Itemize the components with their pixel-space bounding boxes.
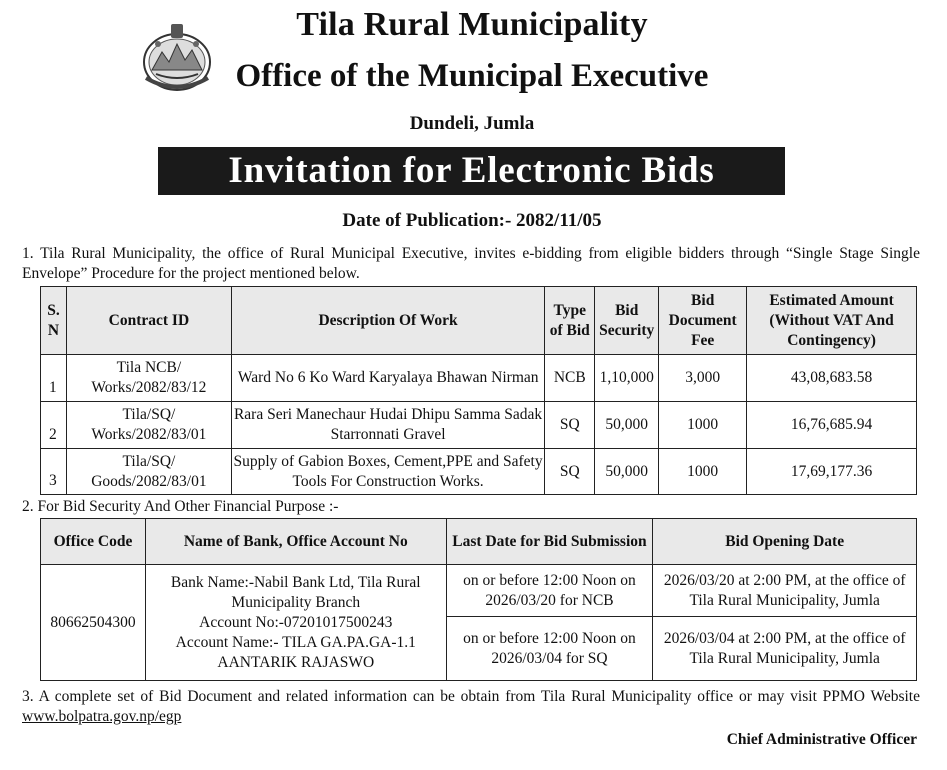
intro-text: Tila Rural Municipality, the office of Rural Municipal Executive, invites e-bidding from eligible bidders through “Single Stage Single Envelope” Procedure for the project mentioned below. bbox=[22, 245, 920, 282]
bank-details-cell bbox=[145, 565, 446, 681]
row-fee: 1000 bbox=[659, 402, 747, 449]
closing-paragraph bbox=[22, 687, 920, 727]
row-amount: 43,08,683.58 bbox=[747, 355, 917, 402]
bank-line: AANTARIK RAJASWO bbox=[217, 653, 375, 671]
intro-paragraph bbox=[22, 244, 920, 284]
row-description: Rara Seri Manechaur Hudai Dhipu Samma Sadak Starronnati Gravel bbox=[231, 402, 544, 449]
closing-text: A complete set of Bid Document and related information can be obtain from Tila Rural Municipality office or may visit PPMO Website bbox=[38, 688, 920, 705]
row-contract-id: Tila/SQ/ Works/2082/83/01 bbox=[66, 402, 231, 449]
last-date-cell: on or before 12:00 Noon on 2026/03/04 for SQ bbox=[446, 617, 653, 681]
organization-name: Tila Rural Municipality bbox=[296, 6, 648, 43]
intro-number: 1. bbox=[22, 245, 34, 262]
header-security: Bid Security bbox=[595, 287, 659, 355]
office-code-cell: 80662504300 bbox=[41, 565, 146, 681]
row-security: 1,10,000 bbox=[595, 355, 659, 402]
header-office-code: Office Code bbox=[41, 519, 146, 565]
bank-line: Account No:-07201017500243 bbox=[199, 613, 393, 631]
header-type: Type of Bid bbox=[545, 287, 595, 355]
row-type: SQ bbox=[545, 449, 595, 495]
closing-number: 3. bbox=[22, 688, 34, 705]
table-row bbox=[41, 402, 917, 449]
row-contract-id: Tila/SQ/ Goods/2082/83/01 bbox=[66, 449, 231, 495]
header-description: Description Of Work bbox=[231, 287, 544, 355]
row-contract-id: Tila NCB/ Works/2082/83/12 bbox=[66, 355, 231, 402]
row-security: 50,000 bbox=[595, 449, 659, 495]
signatory-title: Chief Administrative Officer bbox=[726, 731, 917, 748]
header-contract-id: Contract ID bbox=[66, 287, 231, 355]
contracts-table bbox=[40, 286, 917, 495]
row-amount: 16,76,685.94 bbox=[747, 402, 917, 449]
opening-date-cell: 2026/03/20 at 2:00 PM, at the office of Tila Rural Municipality, Jumla bbox=[653, 565, 917, 617]
header-last-date: Last Date for Bid Submission bbox=[446, 519, 653, 565]
row-type: SQ bbox=[545, 402, 595, 449]
office-name: Office of the Municipal Executive bbox=[235, 58, 709, 94]
header-sn: S. N bbox=[41, 287, 67, 355]
row-description: Supply of Gabion Boxes, Cement,PPE and Safety Tools For Construction Works. bbox=[231, 449, 544, 495]
row-sn: 1 bbox=[41, 355, 67, 402]
last-date-cell: on or before 12:00 Noon on 2026/03/20 for NCB bbox=[446, 565, 653, 617]
financial-intro: 2. For Bid Security And Other Financial Purpose :- bbox=[22, 498, 339, 515]
financial-table bbox=[40, 518, 917, 681]
header-fee: Bid Document Fee bbox=[659, 287, 747, 355]
row-description: Ward No 6 Ko Ward Karyalaya Bhawan Nirman bbox=[231, 355, 544, 402]
row-sn: 3 bbox=[41, 449, 67, 495]
header-bank: Name of Bank, Office Account No bbox=[145, 519, 446, 565]
bank-line: Account Name:- TILA GA.PA.GA-1.1 bbox=[175, 633, 416, 651]
header-opening: Bid Opening Date bbox=[653, 519, 917, 565]
row-fee: 3,000 bbox=[659, 355, 747, 402]
notice-banner: Invitation for Electronic Bids bbox=[158, 147, 785, 195]
table-row bbox=[41, 565, 917, 617]
row-fee: 1000 bbox=[659, 449, 747, 495]
row-sn: 2 bbox=[41, 402, 67, 449]
office-location: Dundeli, Jumla bbox=[409, 113, 535, 134]
table-row bbox=[41, 355, 917, 402]
publication-date: Date of Publication:- 2082/11/05 bbox=[342, 210, 602, 231]
table-row bbox=[41, 449, 917, 495]
opening-date-cell: 2026/03/04 at 2:00 PM, at the office of Tila Rural Municipality, Jumla bbox=[653, 617, 917, 681]
header-amount: Estimated Amount (Without VAT And Contingency) bbox=[747, 287, 917, 355]
ppmo-website-link[interactable]: www.bolpatra.gov.np/egp bbox=[22, 708, 182, 725]
bank-line: Bank Name:-Nabil Bank Ltd, Tila Rural bbox=[170, 573, 421, 591]
row-security: 50,000 bbox=[595, 402, 659, 449]
row-type: NCB bbox=[545, 355, 595, 402]
bank-line: Municipality Branch bbox=[231, 593, 361, 611]
row-amount: 17,69,177.36 bbox=[747, 449, 917, 495]
